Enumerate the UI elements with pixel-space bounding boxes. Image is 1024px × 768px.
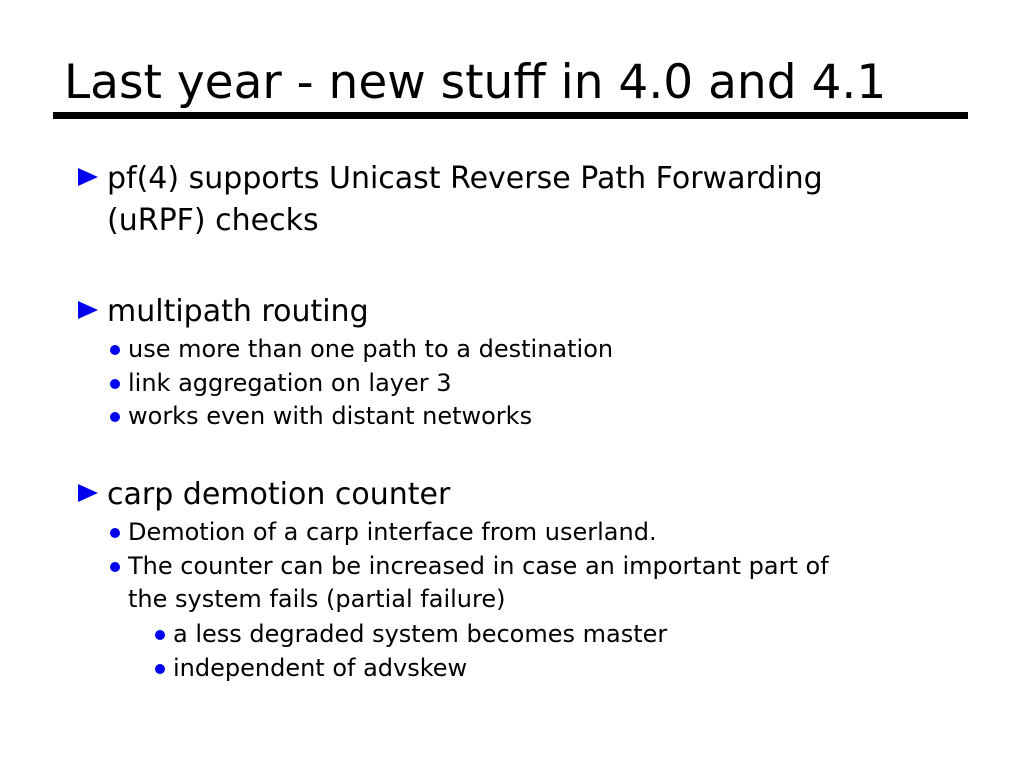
sub-bullet-text: works even with distant networks [128,402,533,430]
bullet-item-urpf: pf(4) supports Unicast Reverse Path Forwarding (uRPF) checks [107,161,823,238]
sub-sub-bullet-item [155,652,667,686]
slide-title: Last year - new stuff in 4.0 and 4.1 [64,55,887,110]
sub-sub-bullet-list-carp [155,618,667,685]
sub-bullet-item [110,400,613,434]
bullet-triangle-icon [78,484,98,502]
sub-bullet-text: Demotion of a carp interface from userland. [128,518,657,546]
bullet-item-multipath: multipath routing [107,294,369,329]
sub-bullet-list-carp [110,516,848,617]
sub-bullet-item [110,367,613,401]
sub-bullet-text: The counter can be increased in case an important part of the system fails (partial failure) [128,551,829,613]
bullet-dot-icon [155,664,165,674]
bullet-dot-icon [155,630,165,640]
title-underline [53,112,968,119]
sub-bullet-text: link aggregation on layer 3 [128,368,452,397]
bullet-dot-icon [110,562,120,572]
sub-bullet-text: use more than one path to a destination [128,335,614,363]
bullet-dot-icon [110,412,120,422]
bullet-dot-icon [110,379,120,389]
bullet-dot-icon [110,345,120,355]
sub-sub-bullet-item [155,618,667,652]
bullet-item-carp: carp demotion counter [107,477,451,512]
bullet-dot-icon [110,528,120,538]
sub-sub-bullet-text: independent of advskew [173,653,468,682]
sub-bullet-list-multipath [110,333,613,434]
sub-bullet-item [110,333,613,367]
sub-bullet-item [110,550,848,617]
bullet-triangle-icon [78,301,98,319]
sub-sub-bullet-text: a less degraded system becomes master [173,620,668,648]
bullet-triangle-icon [78,168,98,186]
sub-bullet-item [110,516,848,550]
